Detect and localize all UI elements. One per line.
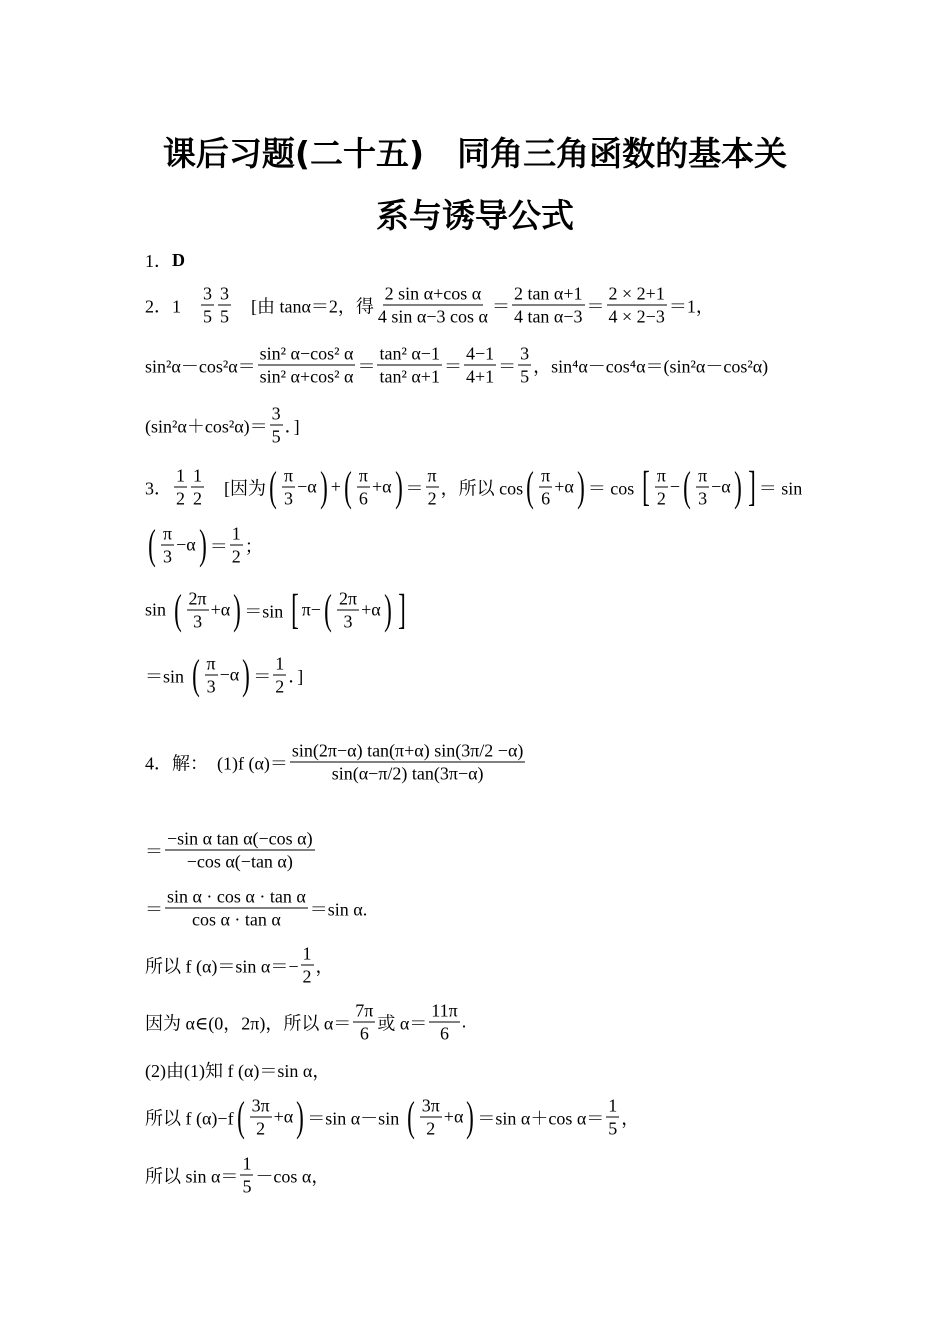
denominator: 2: [193, 488, 202, 509]
numerator: π: [358, 465, 368, 486]
fraction: [290, 740, 525, 785]
numerator: sin α · cos α · tan α: [167, 886, 306, 907]
math-text: +α: [361, 599, 381, 620]
denominator: tan² α+1: [379, 366, 440, 387]
answer-line: [145, 1153, 329, 1198]
math-text: +α: [554, 476, 574, 497]
bracket: ): [233, 587, 242, 633]
math-text: sin: [145, 599, 171, 620]
denominator: 6: [359, 1023, 369, 1044]
denominator: 3: [698, 488, 708, 509]
math-text: +α: [443, 1106, 464, 1127]
denominator: 5: [608, 1118, 618, 1139]
answer-line: [145, 523, 263, 568]
math-text: ＝sin: [145, 666, 189, 686]
denominator: 2: [231, 546, 241, 567]
bracket: ): [394, 464, 403, 510]
math-text: sin²α－cos²α＝: [145, 356, 256, 376]
math-text: 2．1: [145, 296, 199, 316]
denominator: 5: [220, 306, 229, 327]
answer-line: [145, 653, 303, 698]
numerator: 3: [220, 283, 229, 304]
bracket: ]: [747, 464, 756, 510]
numerator: 1: [242, 1153, 252, 1174]
math-text: −α: [297, 476, 317, 497]
denominator: 5: [520, 366, 530, 387]
math-text: ，所以 cos: [440, 478, 524, 498]
fraction: [518, 343, 531, 388]
math-text: ＝sin α＋cos α＝: [477, 1108, 605, 1128]
fraction: [512, 283, 585, 328]
math-text: −α: [176, 534, 196, 555]
bracket: [: [290, 587, 299, 633]
denominator: 2: [302, 966, 312, 987]
fraction: [240, 1153, 253, 1198]
math-text: ＝sin α－sin: [307, 1108, 404, 1128]
numerator: π: [541, 465, 551, 486]
math-text: +α: [210, 599, 231, 620]
numerator: 4−1: [465, 343, 495, 364]
bracket: (: [236, 1094, 245, 1140]
answer-line: [145, 283, 714, 328]
bracket: ): [576, 464, 585, 510]
fraction: [655, 465, 668, 510]
numerator: 2π: [188, 588, 207, 609]
numerator: 7π: [355, 1000, 374, 1021]
numerator: π: [206, 653, 216, 674]
math-text: ＝: [253, 666, 272, 686]
math-text: 所以 f (α)＝sin α＝−: [145, 956, 299, 976]
math-text: ，: [315, 956, 334, 976]
math-text: 因为 α∈(0，2π)，所以 α＝: [145, 1013, 352, 1033]
numerator: 1: [608, 1095, 618, 1116]
numerator: 1: [231, 523, 241, 544]
math-text: 所以 f (α)−f: [145, 1108, 234, 1128]
fraction: [301, 943, 314, 988]
denominator: 2: [176, 488, 185, 509]
math-text: 1．: [145, 251, 172, 271]
fraction: [607, 283, 667, 328]
numerator: sin² α−cos² α: [259, 343, 354, 364]
bracket: (: [526, 464, 534, 510]
fraction: [165, 886, 308, 931]
math-text: ＝: [491, 296, 510, 316]
bracket: ): [296, 1094, 305, 1140]
answer-line: [145, 943, 334, 988]
fraction: [282, 465, 295, 510]
fraction: [353, 1000, 375, 1045]
math-text: (sin²α＋cos²α)＝: [145, 416, 268, 436]
numerator: 1: [176, 465, 185, 486]
fraction: [273, 653, 286, 698]
math-text: ＝: [145, 899, 163, 919]
numerator: 2 sin α+cos α: [384, 283, 482, 304]
bracket: (: [406, 1094, 415, 1140]
denominator: 2: [275, 676, 285, 697]
numerator: 11π: [431, 1000, 458, 1021]
answer-line: [145, 343, 768, 388]
denominator: −cos α(−tan α): [186, 851, 293, 872]
numerator: π: [698, 465, 708, 486]
denominator: 6: [358, 488, 368, 509]
answer-line: [145, 828, 317, 873]
fraction: [165, 828, 315, 873]
bracket: ): [198, 522, 207, 568]
math-text: ＝sin: [244, 601, 288, 621]
numerator: π: [656, 465, 666, 486]
math-text: −: [669, 476, 681, 497]
math-text: ＝: [145, 841, 163, 861]
math-text: ．]: [288, 666, 304, 686]
answer-line: [145, 886, 367, 931]
denominator: 3: [284, 488, 294, 509]
bracket: (: [343, 464, 352, 510]
math-text: ＝1，: [668, 296, 714, 316]
denominator: 4+1: [465, 366, 495, 387]
bracket: (: [191, 652, 200, 698]
denominator: 4 × 2−3: [608, 306, 665, 327]
bracket: (: [269, 464, 277, 510]
denominator: 3: [163, 546, 173, 567]
math-text: ＝: [498, 356, 517, 376]
denominator: 5: [242, 1176, 252, 1197]
math-text: +α: [371, 476, 392, 497]
math-text: ＝ cos: [587, 478, 639, 498]
math-text: +α: [273, 1106, 294, 1127]
fraction: [230, 523, 243, 568]
denominator: 3: [193, 611, 203, 632]
numerator: −sin α tan α(−cos α): [167, 828, 313, 849]
fraction: [258, 343, 356, 388]
numerator: π: [427, 465, 437, 486]
fraction: [464, 343, 496, 388]
fraction: [191, 465, 204, 510]
answer-line: [145, 588, 409, 633]
bracket: ): [242, 652, 251, 698]
fraction: [201, 283, 214, 328]
answer-line: [145, 465, 802, 510]
numerator: 3: [520, 343, 530, 364]
page-title-line-2: 系与诱导公式: [376, 196, 574, 235]
numerator: 3π: [421, 1095, 440, 1116]
fraction: [270, 403, 283, 448]
math-text: ，sin⁴α－cos⁴α＝(sin²α－cos²α): [533, 356, 769, 376]
denominator: cos α · tan α: [191, 909, 281, 930]
answer-line: [145, 740, 527, 785]
numerator: 3: [271, 403, 281, 424]
bracket: (: [173, 587, 182, 633]
numerator: π: [163, 523, 173, 544]
denominator: 6: [440, 1023, 449, 1044]
denominator: 6: [541, 488, 551, 509]
denominator: sin² α+cos² α: [259, 366, 354, 387]
denominator: sin(α−π/2) tan(3π−α): [331, 763, 484, 784]
math-text: +: [330, 476, 341, 497]
fraction: [376, 283, 490, 328]
math-text: ；: [244, 536, 263, 556]
bracket: ]: [397, 587, 406, 633]
fraction: [429, 1000, 459, 1045]
denominator: 5: [203, 306, 212, 327]
math-text: 或 α＝: [377, 1013, 428, 1033]
numerator: 3π: [251, 1095, 270, 1116]
answer-line: [145, 247, 185, 273]
math-text: ＝: [586, 296, 605, 316]
fraction: [218, 283, 231, 328]
math-text: ＝sin α.: [309, 899, 368, 919]
answer-line: [145, 1095, 639, 1140]
math-text: 所以 sin α＝: [145, 1166, 239, 1186]
math-text: 4．解： (1)f (α)＝: [145, 753, 288, 773]
fraction: [205, 653, 218, 698]
denominator: 3: [206, 676, 216, 697]
numerator: 2 × 2+1: [608, 283, 665, 304]
math-text: [由 tanα＝2，得: [233, 296, 374, 316]
denominator: 5: [271, 426, 281, 447]
fraction: [606, 1095, 619, 1140]
math-text: −α: [219, 664, 240, 685]
fraction: [377, 343, 441, 388]
math-text: ＝: [443, 356, 462, 376]
math-text: π−: [301, 599, 321, 620]
numerator: 3: [203, 283, 212, 304]
denominator: 4 sin α−3 cos α: [377, 306, 488, 327]
page-title-line-1: 课后习题(二十五) 同角三角函数的基本关: [162, 134, 788, 173]
fraction: [426, 465, 439, 510]
bracket: ): [319, 464, 328, 510]
math-text: D: [172, 249, 185, 270]
denominator: 2: [256, 1118, 266, 1139]
answer-line: [145, 1057, 330, 1083]
numerator: tan² α−1: [379, 343, 440, 364]
bracket: (: [683, 464, 691, 510]
fraction: [539, 465, 552, 510]
math-text: (2)由(1)知 f (α)＝sin α，: [145, 1061, 331, 1081]
numerator: 1: [302, 943, 312, 964]
numerator: sin(2π−α) tan(π+α) sin(3π/2 −α): [291, 740, 524, 761]
denominator: 2: [427, 488, 437, 509]
denominator: 2: [426, 1118, 436, 1139]
math-text: ＝: [405, 478, 424, 498]
fraction: [161, 523, 174, 568]
math-text: −α: [711, 476, 731, 497]
math-text: ，: [621, 1108, 640, 1128]
fraction: [337, 588, 359, 633]
bracket: ): [733, 464, 742, 510]
bracket: ): [466, 1094, 475, 1140]
denominator: 2: [656, 488, 666, 509]
bracket: ): [383, 587, 392, 633]
denominator: 4 tan α−3: [513, 306, 583, 327]
fraction: [357, 465, 370, 510]
answer-line: [145, 403, 300, 448]
fraction: [187, 588, 209, 633]
math-text: ．]: [284, 416, 300, 436]
fraction: [174, 465, 187, 510]
numerator: 2π: [338, 588, 358, 609]
math-text: .: [461, 1011, 467, 1032]
numerator: 1: [193, 465, 202, 486]
fraction: [696, 465, 709, 510]
math-text: ＝: [357, 356, 376, 376]
bracket: (: [148, 522, 156, 568]
answer-line: [145, 1000, 466, 1045]
math-text: 3．: [145, 478, 172, 498]
math-text: －cos α，: [255, 1166, 330, 1186]
math-text: ＝ sin: [758, 478, 803, 498]
numerator: 1: [275, 653, 285, 674]
numerator: 2 tan α+1: [513, 283, 583, 304]
fraction: [250, 1095, 272, 1140]
bracket: (: [324, 587, 332, 633]
bracket: [: [641, 464, 650, 510]
math-text: [因为: [206, 478, 266, 498]
math-text: ＝: [209, 536, 228, 556]
numerator: π: [284, 465, 294, 486]
fraction: [420, 1095, 442, 1140]
denominator: 3: [343, 611, 353, 632]
